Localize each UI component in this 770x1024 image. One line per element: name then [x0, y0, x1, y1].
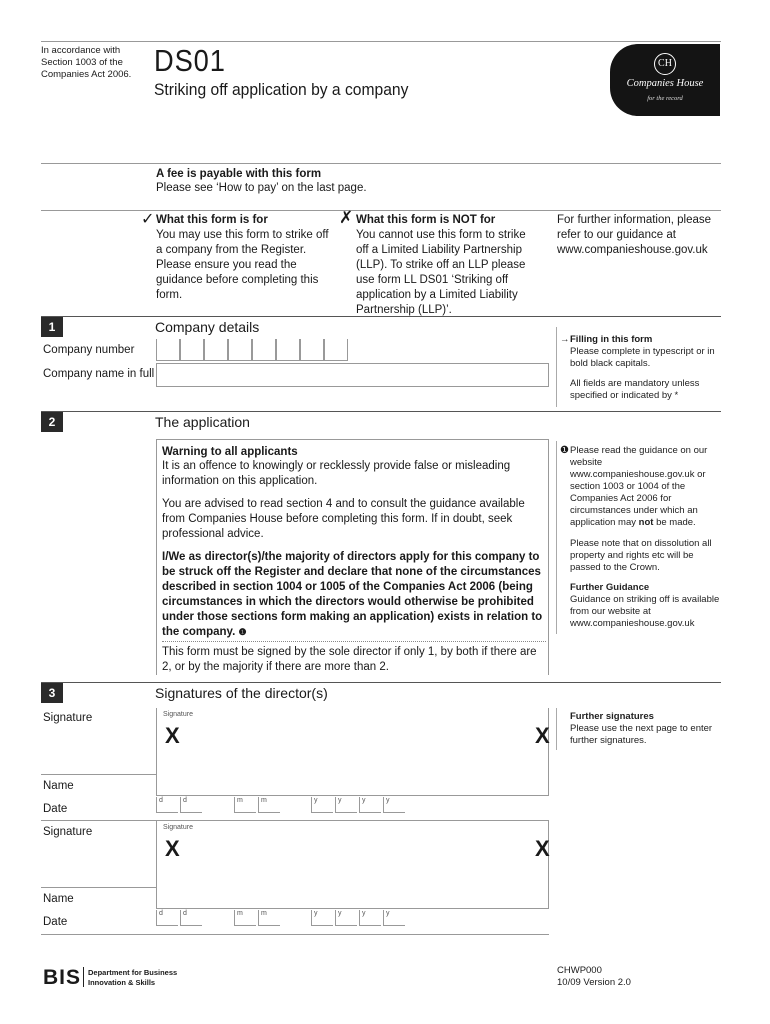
- further-info: For further information, please refer to our guidance at www.companieshouse.gov.uk: [557, 214, 712, 256]
- declaration-text: [162, 550, 546, 640]
- warning-text: It is an offence to knowingly or recklessly provide false or misleading information on this application.: [162, 460, 511, 487]
- date-1-year-3[interactable]: y: [359, 797, 381, 813]
- bis-logo-divider: [83, 967, 84, 987]
- filling-text: Please complete in typescript or in bold black capitals.: [570, 346, 715, 369]
- declaration-body: I/We as director(s)/the majority of directors apply for this company to be struck off the Register and declare that none of the circumstances described in section 1004 or 1005 of the Companies Act 2006 (being circumstances in which the directors would otherwise be prohibited under those sections form making an application) exists in relation to the company.: [162, 551, 543, 638]
- company-number-box-2[interactable]: [180, 339, 204, 361]
- date-1-label: Date: [43, 803, 68, 815]
- company-number-box-8[interactable]: [324, 339, 348, 361]
- section-3-bottom-rule: [41, 934, 549, 935]
- sign-note: This form must be signed by the sole director if only 1, by both if there are 2, or by the majority if there are more than 2.: [162, 646, 537, 673]
- note-marker-icon: ❶: [238, 627, 247, 637]
- date-1-day-1[interactable]: d: [156, 797, 178, 813]
- company-number-box-5[interactable]: [252, 339, 276, 361]
- date-2-year-1[interactable]: y: [311, 910, 333, 926]
- date-1-year-4[interactable]: y: [383, 797, 405, 813]
- guide-read-b: be made.: [653, 517, 696, 528]
- signature-2-box[interactable]: [156, 821, 549, 887]
- company-number-label: Company number: [43, 344, 135, 356]
- guide-read-a: Please read the guidance on our website www.companieshouse.gov.uk or section 1003 or 1004 of the Companies Act 2006 for circumstances under which an application may: [570, 445, 708, 528]
- section-1-number: 1: [41, 317, 63, 337]
- form-version: 10/09 Version 2.0: [557, 977, 631, 988]
- fee-heading: A fee is payable with this form: [156, 168, 322, 180]
- guide-read-not: not: [638, 517, 654, 528]
- date-2-day-1[interactable]: d: [156, 910, 178, 926]
- logo-name: Companies House: [626, 78, 704, 89]
- date-2-day-2[interactable]: d: [180, 910, 202, 926]
- section-2-title: The application: [155, 414, 250, 430]
- date-1-month-1[interactable]: m: [234, 797, 256, 813]
- company-number-box-4[interactable]: [228, 339, 252, 361]
- date-2-year-3[interactable]: y: [359, 910, 381, 926]
- fee-text: Please see ‘How to pay’ on the last page.: [156, 182, 367, 194]
- section-3-title: Signatures of the director(s): [155, 685, 328, 701]
- advice-text: You are advised to read section 4 and to consult the guidance available from Companies House before completing this form. If in doubt, seek professional advice.: [162, 498, 525, 540]
- company-number-box-1[interactable]: [156, 339, 180, 361]
- not-for-heading: What this form is NOT for: [356, 214, 496, 226]
- further-signatures-heading: Further signatures: [570, 711, 654, 722]
- signature-1-box[interactable]: [156, 708, 549, 774]
- date-2-month-1[interactable]: m: [234, 910, 256, 926]
- date-2-year-4[interactable]: y: [383, 910, 405, 926]
- section-3-header: [41, 682, 721, 702]
- not-for-text: You cannot use this form to strike off a Limited Liability Partnership (LLP). To strike off an LLP please use form LL DS01 ‘Striking off application by a Limited Liability Partnership (LLP)’.: [356, 229, 526, 316]
- logo-tagline: for the record: [647, 95, 683, 102]
- checkmark-icon: ✓: [141, 211, 155, 228]
- filling-heading: Filling in this form: [570, 334, 653, 345]
- dept-name: Department for Business Innovation & Skills: [88, 968, 178, 987]
- fee-rule: [41, 163, 721, 164]
- guide-read: [570, 445, 720, 529]
- form-ref-code: CHWP000: [557, 965, 602, 976]
- further-guidance-text: Guidance on striking off is available from our website at www.companieshouse.gov.uk: [570, 594, 720, 629]
- cross-icon: ✗: [339, 208, 354, 227]
- warning-heading: Warning to all applicants: [162, 446, 298, 458]
- company-name-input[interactable]: [156, 363, 549, 387]
- date-1-month-2[interactable]: m: [258, 797, 280, 813]
- companies-house-crest-icon: CH: [654, 53, 676, 75]
- name-1-input[interactable]: [156, 774, 549, 796]
- signature-1-box-label: Signature: [163, 711, 193, 718]
- company-number-box-3[interactable]: [204, 339, 228, 361]
- mandatory-text: All fields are mandatory unless specified or indicated by *: [570, 378, 700, 401]
- name-2-label: Name: [43, 893, 74, 905]
- form-title: Striking off application by a company: [154, 80, 409, 99]
- further-guidance-heading: Further Guidance: [570, 582, 650, 593]
- for-text: You may use this form to strike off a company from the Register. Please ensure you read the guidance before completing this form.: [156, 229, 329, 301]
- date-1-day-2[interactable]: d: [180, 797, 202, 813]
- section-2-header: [41, 411, 721, 431]
- declaration-divider: [162, 641, 546, 642]
- sign-mark-right-icon: X: [535, 836, 550, 861]
- section-2-number: 2: [41, 412, 63, 432]
- company-number-box-6[interactable]: [276, 339, 300, 361]
- company-number-input[interactable]: [156, 339, 352, 361]
- date-2-label: Date: [43, 916, 68, 928]
- companies-house-logo: [610, 44, 720, 116]
- sign-mark-right-icon: X: [535, 723, 550, 748]
- signature-2-label: Signature: [43, 826, 93, 838]
- name-2-input[interactable]: [156, 887, 549, 909]
- sign-mark-left-icon: X: [165, 723, 180, 748]
- date-1-year-2[interactable]: y: [335, 797, 357, 813]
- further-signatures-text: Please use the next page to enter further signatures.: [570, 723, 713, 746]
- company-number-box-7[interactable]: [300, 339, 324, 361]
- top-rule: [41, 41, 721, 42]
- section-3-number: 3: [41, 683, 63, 703]
- date-1-year-1[interactable]: y: [311, 797, 333, 813]
- info-icon: ❶: [560, 445, 569, 456]
- section-1-title: Company details: [155, 319, 260, 335]
- date-2-year-2[interactable]: y: [335, 910, 357, 926]
- company-name-label: Company name in full: [43, 368, 155, 380]
- dissolution-text: Please note that on dissolution all property and rights etc will be passed to the Crown.: [570, 538, 712, 573]
- arrow-icon: →: [560, 334, 570, 345]
- sign-mark-left-icon: X: [165, 836, 180, 861]
- signature-1-label: Signature: [43, 712, 93, 724]
- bis-logo: BIS: [43, 966, 82, 989]
- date-2-input[interactable]: [156, 910, 396, 928]
- accordance-note: In accordance with Section 1003 of the Companies Act 2006.: [41, 45, 132, 80]
- for-heading: What this form is for: [156, 214, 268, 226]
- date-2-month-2[interactable]: m: [258, 910, 280, 926]
- signature-2-box-label: Signature: [163, 824, 193, 831]
- form-code: DS01: [154, 43, 226, 78]
- name-1-label: Name: [43, 780, 74, 792]
- date-1-input[interactable]: [156, 797, 396, 815]
